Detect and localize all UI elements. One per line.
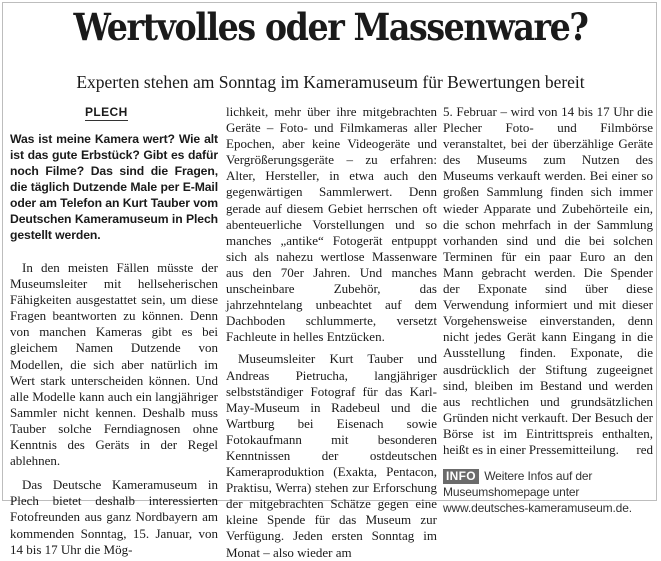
column-1 bbox=[10, 104, 218, 558]
info-text: Weitere Infos auf der Museumshomepage unter www.deutsches-kameramuseum.de. bbox=[443, 469, 632, 516]
info-badge: INFO bbox=[443, 469, 479, 484]
body-text: 5. Februar – wird von 14 bis 17 Uhr die Plecher Foto- und Filmbörse veranstaltet, bei der überzählige Geräte des Museums zum Nutzen des Museums verkauft werden. Bei einer so großen Sammlung finden sich immer wieder Apparate und Zubehörteile ein, die schon mehrfach in der Sammlung vorhanden sind und die bei solchen Terminen für ein paar Euro an den Mann gebracht werden. Die Spender der Exponate sind über diese Verwendung informiert und mit dieser Vorgehensweise einverstanden, denn nicht jedes Gerät kann Eingang in die Ausstellung finden. Exponate, die ausdrücklich der Stiftung zugeeignet sind, bleiben im Bestand und werden aus rechtlichen und grundsätzlichen Gründen nicht verkauft. Der Besuch der Börse ist im Eintrittspreis enthalten, heißt es in einer Pressemitteilung. bbox=[443, 104, 653, 457]
body-paragraph: In den meisten Fällen müsste der Museumsleiter mit hellseherischen Fähigkeiten ausgestattet sein, um diese Fragen beantworten zu können. Denn von manchen Kameras gibt es bei gleichem Namen Dutzende von Modellen, die sich aber natürlich im Wert stark unterscheiden können. Und alle Modelle kann auch ein langjähriger Sammler nicht kennen. Deshalb muss Tauber solche Ferndiagnosen ohne Kenntnis des Geräts in der Regel ablehnen. bbox=[10, 260, 218, 469]
body-paragraph bbox=[443, 104, 653, 458]
headline: Wertvolles oder Massenware? bbox=[73, 5, 588, 49]
dateline: PLECH bbox=[85, 105, 128, 119]
lead-paragraph: Was ist meine Kamera wert? Wie alt ist das gute Erbstück? Gibt es dafür noch Filme? Das sind die Fragen, die täglich Dutzende Male per E-Mail oder am Telefon an Kurt Tauber vom Deutschen Kameramuseum in Plech gestellt werden. bbox=[10, 132, 218, 242]
subheadline: Experten stehen am Sonntag im Kameramuseum für Bewertungen bereit bbox=[76, 72, 585, 92]
body-paragraph: Das Deutsche Kameramuseum in Plech bietet deshalb interessierten Fotofreunden aus ganz Nordbayern am kommenden Sonntag, 15. Januar, von 14 bis 17 Uhr die Mög- bbox=[10, 477, 218, 557]
column-3 bbox=[443, 104, 653, 516]
author-signature: red bbox=[636, 441, 653, 457]
body-paragraph: Museumsleiter Kurt Tauber und Andreas Pietrucha, langjähriger selbstständiger Fotograf für das Karl-May-Museum in Radebeul und die Wartburg bei Eisenach sowie Fotokaufmann mit besonderen Kenntnissen der ostdeutschen Kameraproduktion (Exakta, Pentacon, Praktisu, Werra) stehen zur Erforschung der mitgebrachten Schätze gegen eine kleine Spende für das Museum zur Verfügung. Jeden ersten Sonntag im Monat – also wieder am bbox=[226, 351, 437, 560]
body-paragraph: lichkeit, mehr über ihre mitgebrachten Geräte – Foto- und Filmkameras aller Epochen, aber keine Videogeräte und Vergrößerungsgeräte – zu erfahren: Alter, Hersteller, in etwa auch den gegenwärtigen Sammlerwert. Denn gerade auf diesem Gebiet herrschen oft abenteuerliche Vorstellungen und so manches „antike“ Fotogerät entpuppt sich als nahezu wertlose Massenware aus den 70er Jahren. Und manches unscheinbare Zubehör, das jahrzehntelang unbeachtet auf dem Dachboden schlummerte, versetzt Fachleute in helles Entzücken. bbox=[226, 104, 437, 345]
info-box bbox=[443, 468, 653, 516]
column-2 bbox=[226, 104, 437, 561]
